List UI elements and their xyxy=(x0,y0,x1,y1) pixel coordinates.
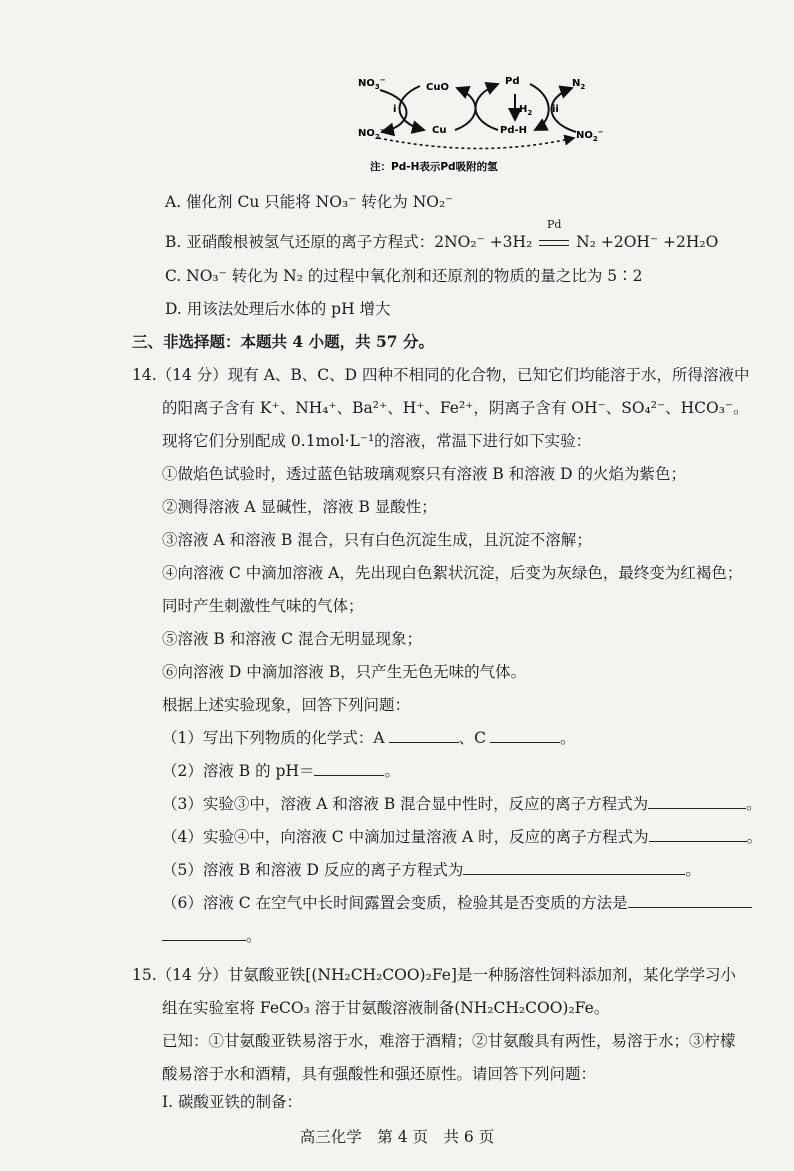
q14-exp-4a: ④向溶液 C 中滴加溶液 A，先出现白色絮状沉淀，后变为灰绿色，最终变为红褐色； xyxy=(162,564,743,582)
catalytic-cycle-diagram xyxy=(340,70,620,176)
q14-sub-2: （2）溶液 B 的 pH＝ 。 xyxy=(162,762,400,780)
svg-text:i: i xyxy=(393,104,397,115)
arc-pdh-to-pd xyxy=(476,84,499,130)
answer-blank-a[interactable] xyxy=(389,728,459,743)
section-heading: 三、非选择题：本题共 4 小题，共 57 分。 xyxy=(132,332,434,351)
arc-cu-to-cuo xyxy=(455,88,476,130)
q14-sub-4: （4）实验④中，向溶液 C 中滴加过量溶液 A 时，反应的离子方程式为 。 xyxy=(162,828,763,846)
reaction-arrow: Pd xyxy=(537,232,571,252)
svg-text:Pd-H: Pd-H xyxy=(500,125,528,136)
option-b: B. 亚硝酸根被氢气还原的离子方程式：2NO₂⁻ +3H₂ Pd N₂ +2OH⁻ +2H₂O xyxy=(165,218,719,251)
q14-exp-4b: 同时产生刺激性气味的气体； xyxy=(162,597,364,615)
answer-blank-6b[interactable] xyxy=(162,926,246,941)
q14-sub-3: （3）实验③中，溶液 A 和溶液 B 混合显中性时，反应的离子方程式为 。 xyxy=(162,795,762,813)
q14-intro-1: 14.（14 分）现有 A、B、C、D 四种不相同的化合物，已知它们均能溶于水，所得溶液中 xyxy=(132,366,750,384)
arc-cuo-to-cu xyxy=(399,86,424,130)
svg-text:Cu: Cu xyxy=(432,125,447,136)
svg-text:NO2−: $NO_2^-$ xyxy=(358,126,386,141)
q14-sub-1: （1）写出下列物质的化学式：A 、C 。 xyxy=(162,729,576,747)
answer-blank-4[interactable] xyxy=(649,827,747,842)
q15-part-1: I. 碳酸亚铁的制备： xyxy=(162,1093,302,1111)
q14-sub-5: （5）溶液 B 和溶液 D 反应的离子方程式为 。 xyxy=(162,861,701,879)
svg-text:N2: $N_2$ xyxy=(572,78,586,91)
q14-intro-2: 的阳离子含有 K⁺、NH₄⁺、Ba²⁺、H⁺、Fe²⁺，阴离子含有 OH⁻、SO₄²⁻、HCO₃⁻。 xyxy=(162,399,749,417)
answer-blank-5[interactable] xyxy=(463,860,685,875)
q14-sub-6-cont: 。 xyxy=(162,926,262,946)
svg-text:NO2−: $NO_2^-$ xyxy=(576,128,604,143)
svg-text:Pd: Pd xyxy=(505,76,520,87)
page-footer: 高三化学 第 4 页 共 6 页 xyxy=(299,1128,495,1146)
svg-text:NO3−: $NO_3^-$ xyxy=(358,76,386,91)
answer-blank-3[interactable] xyxy=(648,794,746,809)
svg-text:CuO: CuO xyxy=(426,82,449,93)
option-a: A. 催化剂 Cu 只能将 NO₃⁻ 转化为 NO₂⁻ xyxy=(165,193,454,211)
q14-sub-6: （6）溶液 C 在空气中长时间露置会变质，检验其是否变质的方法是 xyxy=(162,893,752,913)
answer-blank-ph[interactable] xyxy=(314,761,384,776)
option-d: D. 用该法处理后水体的 pH 增大 xyxy=(165,300,391,318)
q14-exp-5: ⑤溶液 B 和溶液 C 混合无明显现象； xyxy=(162,630,422,648)
option-c: C. NO₃⁻ 转化为 N₂ 的过程中氧化剂和还原剂的物质的量之比为 5∶2 xyxy=(165,267,643,285)
q14-exp-3: ③溶液 A 和溶液 B 混合，只有白色沉淀生成，且沉淀不溶解； xyxy=(162,531,592,549)
q14-intro-3: 现将它们分别配成 0.1mol·L⁻¹的溶液，常温下进行如下实验： xyxy=(162,432,592,450)
svg-text:H2: $H_2$ xyxy=(519,104,533,117)
q15-intro-1: 15.（14 分）甘氨酸亚铁[(NH₂CH₂COO)₂Fe]是一种肠溶性饲料添加剂，某化学学习小 xyxy=(132,966,736,984)
svg-text:ii: ii xyxy=(552,104,559,115)
q14-exp-6: ⑥向溶液 D 中滴加溶液 B，只产生无色无味的气体。 xyxy=(162,663,527,681)
q14-exp-2: ②测得溶液 A 显碱性，溶液 B 显酸性； xyxy=(162,498,437,516)
q14-prompt: 根据上述实验现象，回答下列问题： xyxy=(162,696,411,714)
diagram-note: 注：Pd-H表示Pd吸附的氢 xyxy=(370,161,498,173)
q14-exp-1: ①做焰色试验时，透过蓝色钴玻璃观察只有溶液 B 和溶液 D 的火焰为紫色； xyxy=(162,465,687,483)
q15-known-2: 酸易溶于水和酒精，具有强酸性和强还原性。请回答下列问题： xyxy=(162,1065,597,1083)
q15-known-1: 已知：①甘氨酸亚铁易溶于水，难溶于酒精；②甘氨酸具有两性，易溶于水；③柠檬 xyxy=(162,1032,736,1050)
answer-blank-c[interactable] xyxy=(490,728,560,743)
arc-pd-to-pdh xyxy=(530,84,549,130)
q15-intro-2: 组在实验室将 FeCO₃ 溶于甘氨酸溶液制备(NH₂CH₂COO)₂Fe。 xyxy=(162,999,610,1017)
answer-blank-6a[interactable] xyxy=(628,893,752,908)
dashed-transfer xyxy=(378,138,574,149)
